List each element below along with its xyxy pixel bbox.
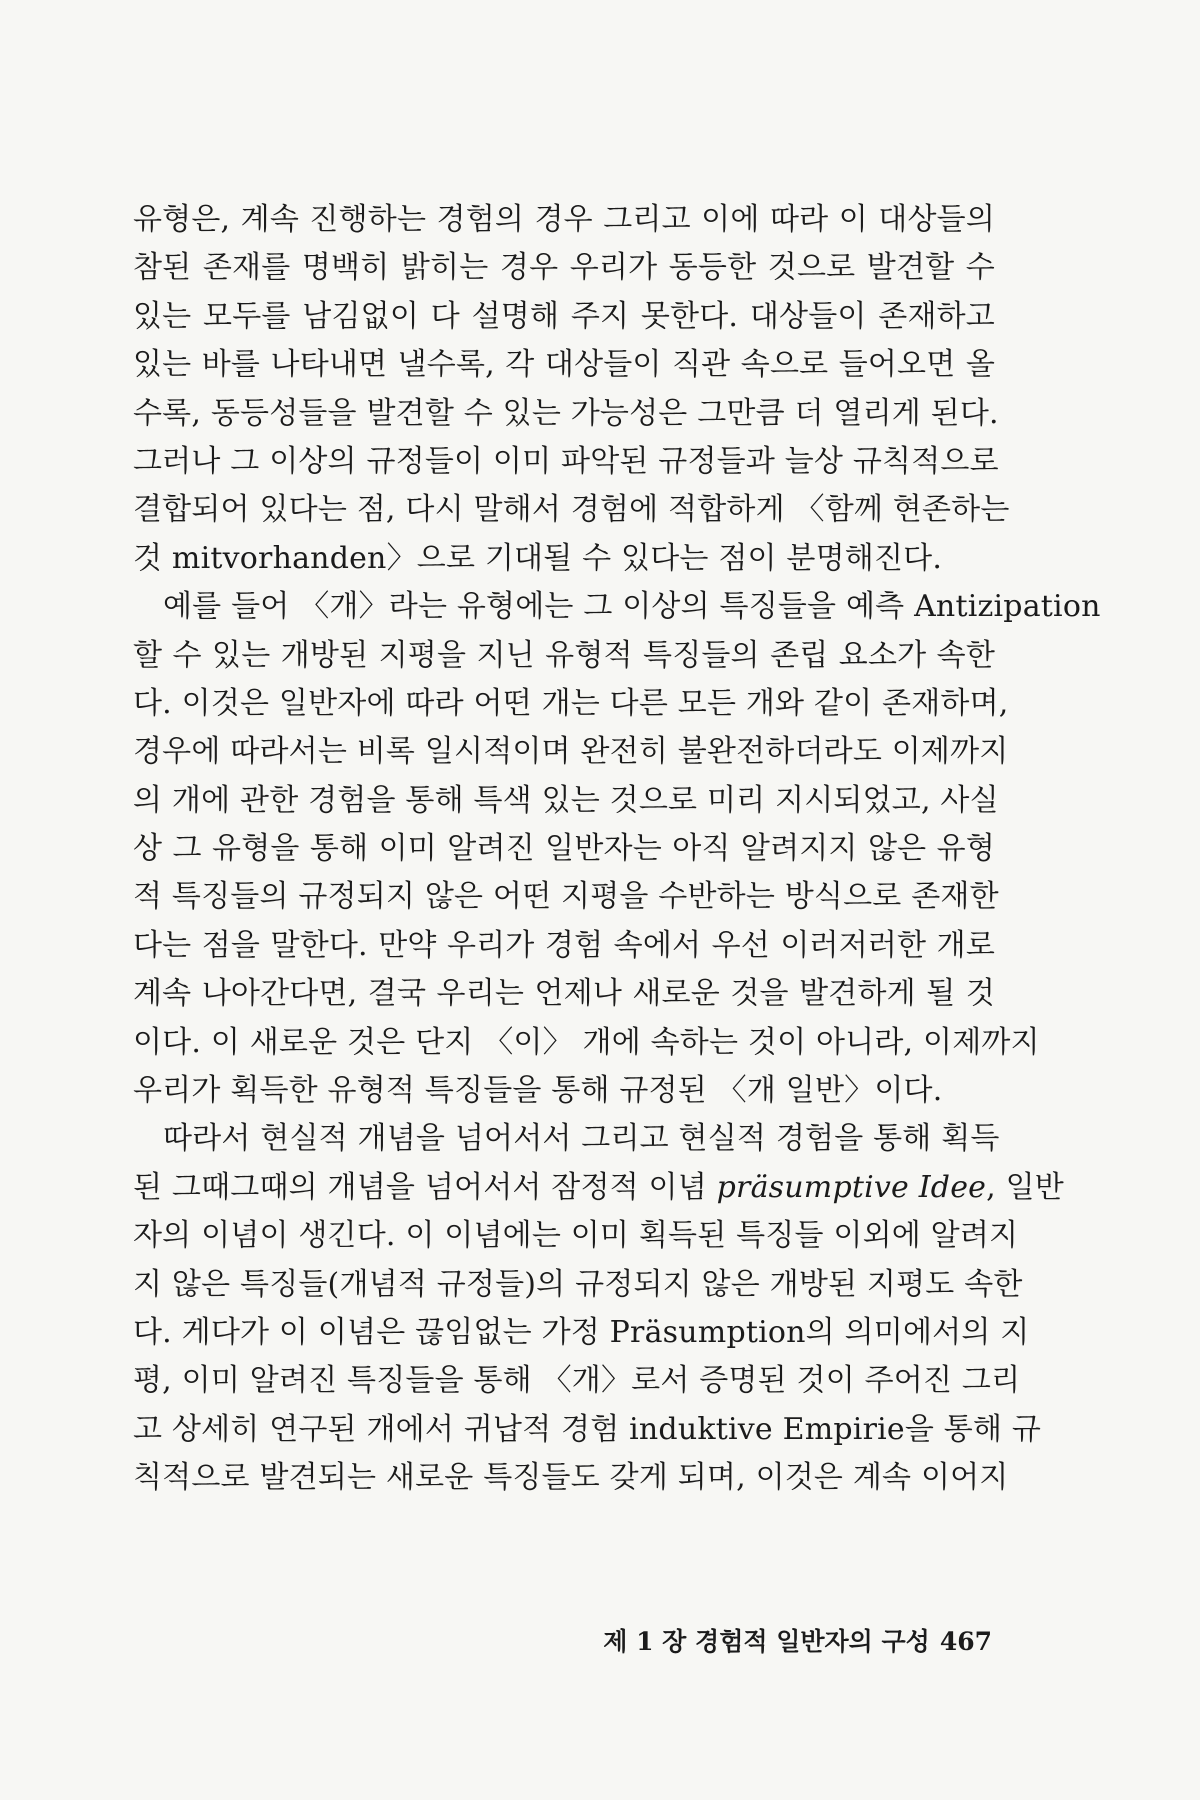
text-line: 유형은, 계속 진행하는 경험의 경우 그리고 이에 따라 이 대상들의 — [133, 202, 995, 237]
text-line: 자의 이념이 생긴다. 이 이념에는 이미 획득된 특징들 이외에 알려지 — [133, 1218, 1019, 1254]
text-line: 것 mitvorhanden〉으로 기대될 수 있다는 점이 분명해진다. — [133, 540, 943, 576]
text-line: 상 그 유형을 통해 이미 알려진 일반자는 아직 알려지지 않은 유형 — [133, 831, 995, 867]
body-text — [133, 196, 1101, 1503]
text-segment: , 일반 — [986, 1169, 1064, 1205]
text-line: 따라서 현실적 개념을 넘어서서 그리고 현실적 경험을 통해 획득 — [163, 1121, 1000, 1157]
text-line: 평, 이미 알려진 특징들을 통해 〈개〉로서 증명된 것이 주어진 그리 — [133, 1363, 1021, 1399]
running-footer — [603, 1622, 992, 1658]
text-line: 다. 이것은 일반자에 따라 어떤 개는 다른 모든 개와 같이 존재하며, — [133, 685, 1009, 721]
text-line: 지 않은 특징들(개념적 규정들)의 규정되지 않은 개방된 지평도 속한 — [133, 1266, 1023, 1302]
text-line: 우리가 획득한 유형적 특징들을 통해 규정된 〈개 일반〉이다. — [133, 1073, 943, 1109]
text-line: 있는 바를 나타내면 낼수록, 각 대상들이 직관 속으로 들어오면 올 — [133, 347, 995, 383]
italic-term: präsumptive Idee — [716, 1169, 987, 1205]
text-line: 예를 들어 〈개〉라는 유형에는 그 이상의 특징들을 예측 Antizipation — [163, 589, 1101, 625]
text-segment: 된 그때그때의 개념을 넘어서서 잠정적 이념 — [133, 1169, 717, 1205]
page-number: 467 — [939, 1627, 992, 1656]
text-line: 경우에 따라서는 비록 일시적이며 완전히 불완전하더라도 이제까지 — [133, 734, 1009, 770]
text-line: 고 상세히 연구된 개에서 귀납적 경험 induktive Empirie을 통해 규 — [133, 1411, 1042, 1447]
text-line: 칙적으로 발견되는 새로운 특징들도 갖게 되며, 이것은 계속 이어지 — [133, 1460, 1009, 1496]
chapter-title: 제 1 장 경험적 일반자의 구성 — [603, 1627, 930, 1656]
text-line: 다는 점을 말한다. 만약 우리가 경험 속에서 우선 이러저러한 개로 — [133, 927, 995, 963]
text-line: 의 개에 관한 경험을 통해 특색 있는 것으로 미리 지시되었고, 사실 — [133, 782, 999, 818]
text-line: 이다. 이 새로운 것은 단지 〈이〉 개에 속하는 것이 아니라, 이제까지 — [133, 1024, 1040, 1060]
text-line: 계속 나아간다면, 결국 우리는 언제나 새로운 것을 발견하게 될 것 — [133, 976, 995, 1012]
text-line: 할 수 있는 개방된 지평을 지닌 유형적 특징들의 존립 요소가 속한 — [133, 637, 995, 673]
text-line: 다. 게다가 이 이념은 끊임없는 가정 Präsumption의 의미에서의 지 — [133, 1314, 1030, 1350]
text-line: 적 특징들의 규정되지 않은 어떤 지평을 수반하는 방식으로 존재한 — [133, 879, 999, 915]
text-line — [133, 1164, 1064, 1212]
text-line: 결합되어 있다는 점, 다시 말해서 경험에 적합하게 〈함께 현존하는 — [133, 492, 1010, 528]
text-line: 참된 존재를 명백히 밝히는 경우 우리가 동등한 것으로 발견할 수 — [133, 250, 995, 286]
text-line: 있는 모두를 남김없이 다 설명해 주지 못한다. 대상들이 존재하고 — [133, 298, 995, 334]
text-line: 그러나 그 이상의 규정들이 이미 파악된 규정들과 늘상 규칙적으로 — [133, 443, 999, 479]
text-line: 수록, 동등성들을 발견할 수 있는 가능성은 그만큼 더 열리게 된다. — [133, 395, 999, 431]
